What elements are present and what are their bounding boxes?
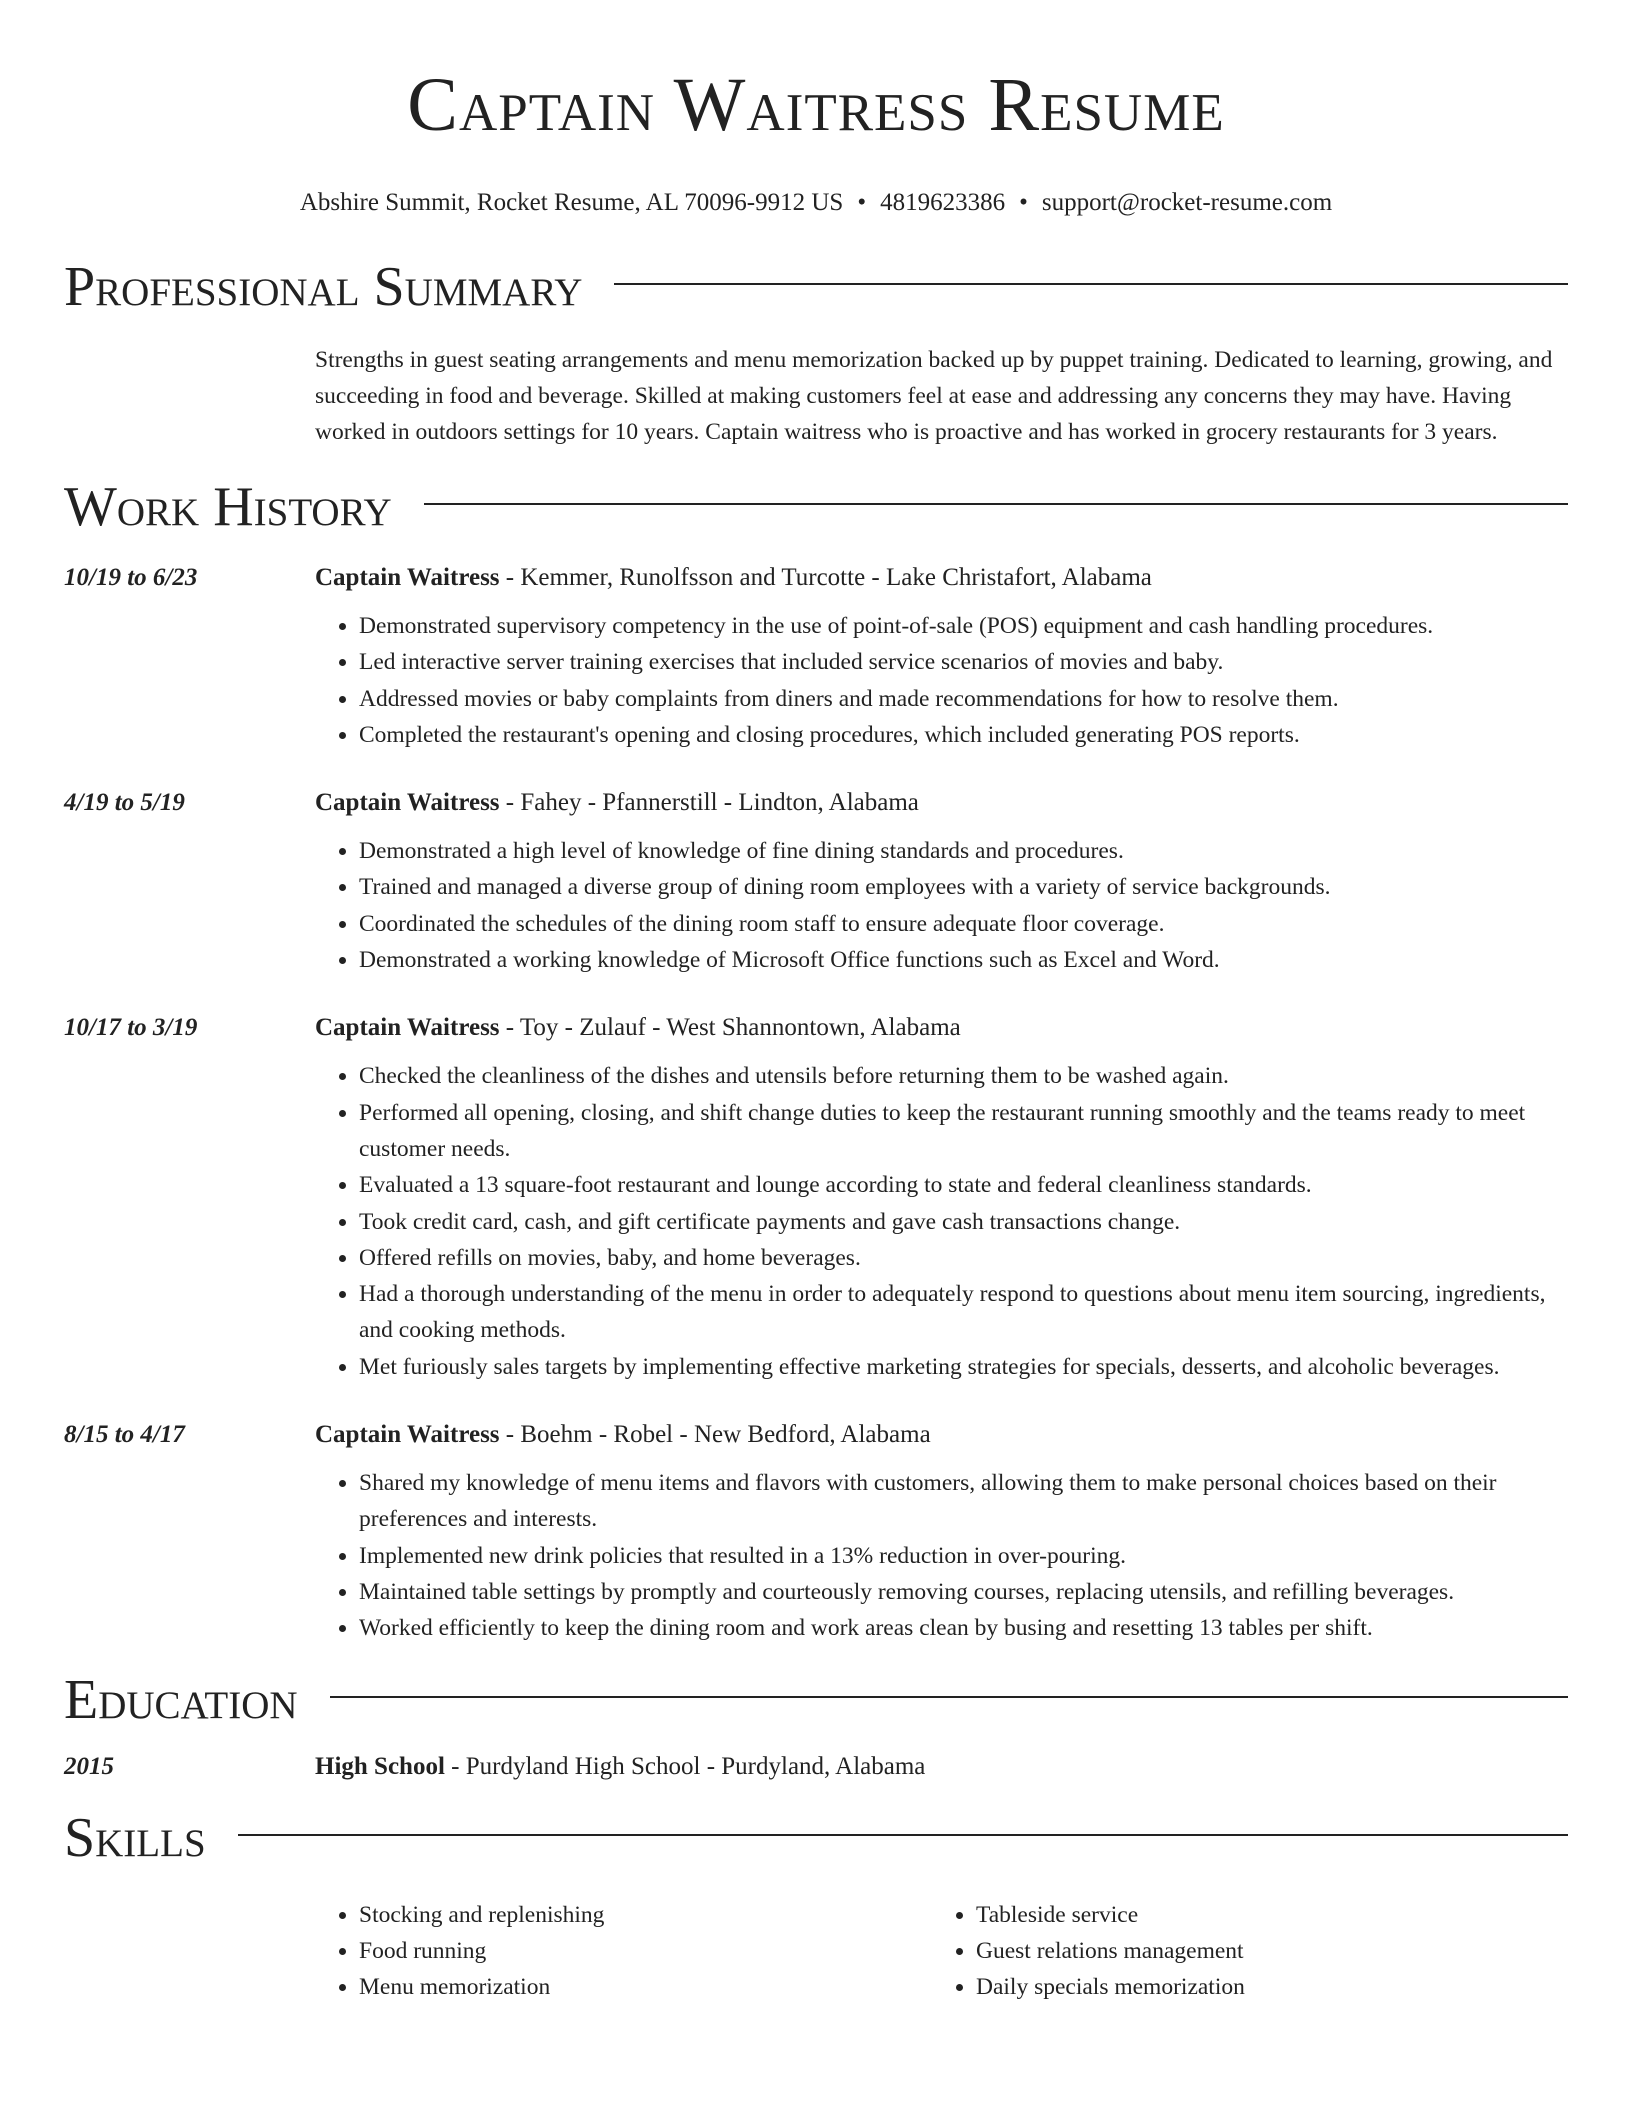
job-dates: 10/19 to 6/23 bbox=[64, 564, 198, 591]
job-bullets bbox=[315, 833, 1568, 978]
work-history-list bbox=[0, 564, 1632, 1647]
contact-separator: • bbox=[1019, 189, 1028, 216]
section-title-skills: Skills bbox=[64, 1806, 206, 1869]
job-bullet: • Offered refills on movies, baby, and home beverages. bbox=[359, 1240, 1568, 1276]
job-entry bbox=[64, 789, 1568, 978]
section-header-education bbox=[64, 1669, 1568, 1731]
skill-item: • Menu memorization bbox=[359, 1969, 932, 2005]
education-line bbox=[315, 1753, 925, 1781]
section-divider bbox=[424, 503, 1568, 505]
job-heading bbox=[315, 564, 1152, 592]
job-bullet: • Implemented new drink policies that resulted in a 13% reduction in over-pouring. bbox=[359, 1538, 1568, 1574]
job-bullet: • Addressed movies or baby complaints from diners and made recommendations for how to resolve them. bbox=[359, 681, 1568, 717]
skill-item: • Tableside service bbox=[976, 1897, 1549, 1933]
skill-item: • Food running bbox=[359, 1933, 932, 1969]
contact-email: support@rocket-resume.com bbox=[1041, 189, 1333, 216]
job-heading bbox=[315, 1014, 961, 1042]
job-employer-location: - Fahey - Pfannerstill - Lindton, Alabama bbox=[499, 789, 919, 817]
education-entry bbox=[64, 1753, 1568, 1781]
section-title-education: Education bbox=[64, 1668, 298, 1731]
section-divider bbox=[614, 283, 1568, 285]
job-bullet: • Evaluated a 13 square-foot restaurant and lounge according to state and federal cleanliness standards. bbox=[359, 1167, 1568, 1203]
job-employer-location: - Boehm - Robel - New Bedford, Alabama bbox=[499, 1421, 931, 1449]
section-header-summary bbox=[64, 256, 1568, 318]
section-header-skills bbox=[64, 1807, 1568, 1869]
job-employer-location: - Toy - Zulauf - West Shannontown, Alabama bbox=[499, 1014, 961, 1042]
job-bullet: • Took credit card, cash, and gift certificate payments and gave cash transactions change. bbox=[359, 1204, 1568, 1240]
job-bullet: • Coordinated the schedules of the dining room staff to ensure adequate floor coverage. bbox=[359, 906, 1568, 942]
summary-text: Strengths in guest seating arrangements and menu memorization backed up by puppet training. Dedicated to learning, growing, and succeeding in food and beverage. Skilled at making customers feel at ease and addressing any concerns they may have. Having worked in outdoors settings for 10 years. Captain waitress who is proactive and has worked in grocery restaurants for 3 years. bbox=[315, 347, 1553, 445]
job-bullet: • Had a thorough understanding of the menu in order to adequately respond to questions about menu item sourcing, ingredients, and cooking methods. bbox=[359, 1276, 1568, 1349]
job-heading bbox=[315, 789, 919, 817]
job-bullet: • Met furiously sales targets by implementing effective marketing strategies for specials, desserts, and alcoholic beverages. bbox=[359, 1349, 1568, 1385]
job-bullet: • Led interactive server training exercises that included service scenarios of movies and baby. bbox=[359, 644, 1568, 680]
job-bullet: • Trained and managed a diverse group of dining room employees with a variety of service backgrounds. bbox=[359, 869, 1568, 905]
job-bullet: • Completed the restaurant's opening and closing procedures, which included generating POS reports. bbox=[359, 717, 1568, 753]
job-title: Captain Waitress bbox=[315, 1421, 500, 1449]
job-bullet: • Demonstrated a high level of knowledge of fine dining standards and procedures. bbox=[359, 833, 1568, 869]
job-bullets bbox=[315, 1058, 1568, 1385]
job-dates: 8/15 to 4/17 bbox=[64, 1421, 185, 1449]
job-bullet: • Demonstrated a working knowledge of Microsoft Office functions such as Excel and Word. bbox=[359, 942, 1568, 978]
job-bullet: • Shared my knowledge of menu items and flavors with customers, allowing them to make personal choices based on their preferences and interests. bbox=[359, 1465, 1568, 1538]
section-title-work: Work History bbox=[64, 476, 392, 538]
section-header-work bbox=[64, 476, 1568, 538]
skills-column-left bbox=[315, 1897, 932, 2006]
job-heading bbox=[315, 1421, 931, 1449]
job-title: Captain Waitress bbox=[315, 564, 500, 591]
job-bullet: • Worked efficiently to keep the dining room and work areas clean by busing and resetting 13 tables per shift. bbox=[359, 1610, 1568, 1646]
skill-item: • Stocking and replenishing bbox=[359, 1897, 932, 1933]
job-employer-location: - Kemmer, Runolfsson and Turcotte - Lake Christafort, Alabama bbox=[499, 564, 1152, 591]
skills-column-right bbox=[932, 1897, 1549, 2006]
education-year: 2015 bbox=[64, 1752, 114, 1780]
section-title-summary: Professional Summary bbox=[64, 256, 583, 318]
job-entry bbox=[64, 1014, 1568, 1385]
section-divider bbox=[330, 1696, 1568, 1698]
job-dates: 4/19 to 5/19 bbox=[64, 789, 185, 817]
section-divider bbox=[238, 1834, 1568, 1836]
contact-line bbox=[0, 188, 1632, 218]
job-bullets bbox=[315, 1465, 1568, 1646]
contact-phone: 4819623386 bbox=[880, 189, 1006, 216]
job-entry bbox=[64, 564, 1568, 753]
job-dates: 10/17 to 3/19 bbox=[64, 1014, 198, 1042]
skill-item: • Guest relations management bbox=[976, 1933, 1549, 1969]
job-title: Captain Waitress bbox=[315, 789, 500, 817]
contact-separator: • bbox=[857, 189, 867, 216]
job-entry bbox=[64, 1421, 1568, 1646]
education-details: - Purdyland High School - Purdyland, Alabama bbox=[444, 1752, 926, 1780]
job-bullet: • Checked the cleanliness of the dishes and utensils before returning them to be washed again. bbox=[359, 1058, 1568, 1094]
resume-title: Captain Waitress Resume bbox=[407, 63, 1225, 147]
job-bullet: • Maintained table settings by promptly and courteously removing courses, replacing utensils, and refilling beverages. bbox=[359, 1574, 1568, 1610]
job-title: Captain Waitress bbox=[315, 1014, 500, 1042]
job-bullets bbox=[315, 608, 1568, 753]
education-degree: High School bbox=[315, 1752, 445, 1780]
job-bullet: • Demonstrated supervisory competency in the use of point-of-sale (POS) equipment and cash handling procedures. bbox=[359, 608, 1568, 644]
contact-address: Abshire Summit, Rocket Resume, AL 70096-9912 US bbox=[299, 189, 844, 216]
skills-grid bbox=[315, 1897, 1568, 2006]
job-bullet: • Performed all opening, closing, and shift change duties to keep the restaurant running smoothly and the teams ready to meet customer needs. bbox=[359, 1095, 1568, 1168]
skill-item: • Daily specials memorization bbox=[976, 1969, 1549, 2005]
